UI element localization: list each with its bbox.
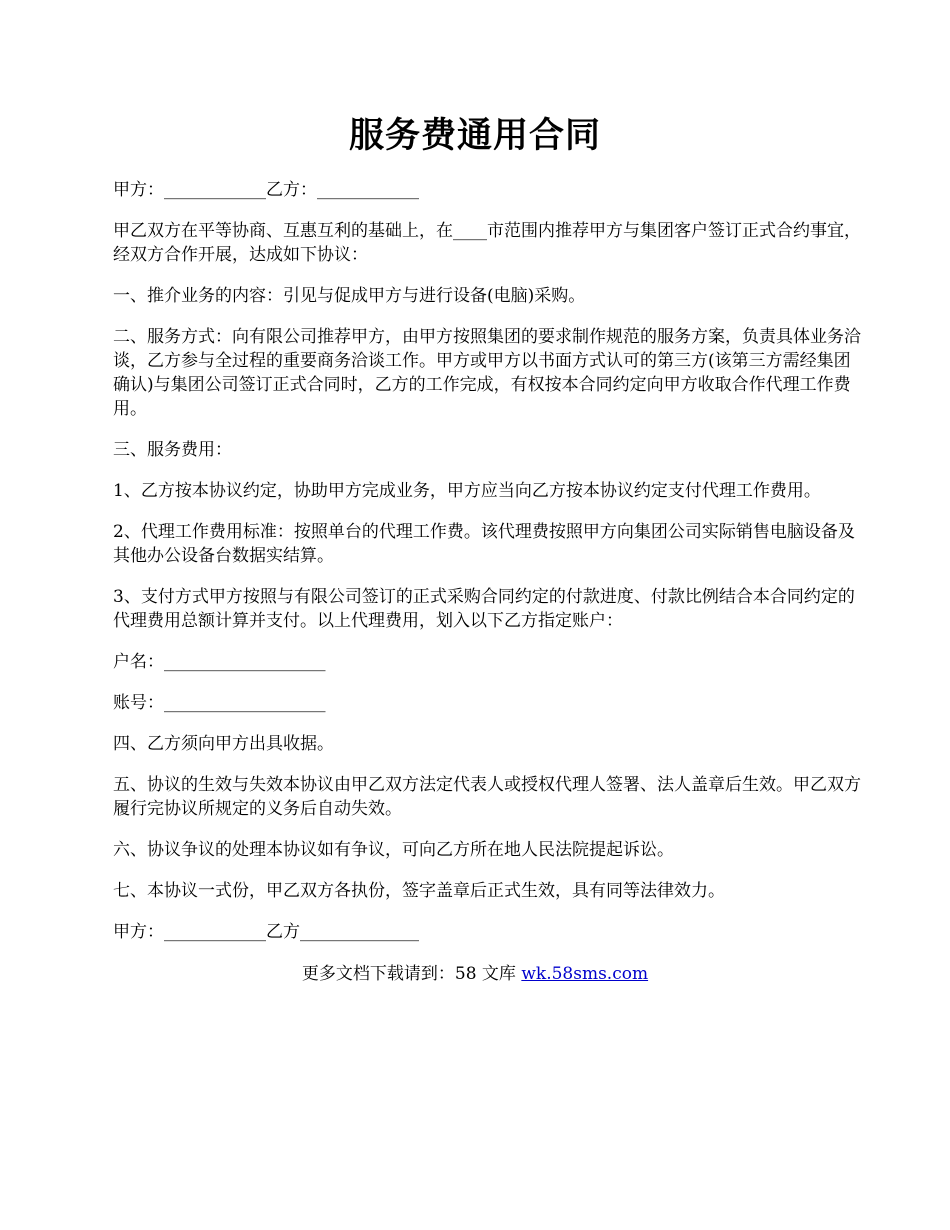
clause-2-service-method: 二、服务方式：向有限公司推荐甲方，由甲方按照集团的要求制作规范的服务方案，负责具体业务洽谈，乙方参与全过程的重要商务洽谈工作。甲方或甲方以书面方式认可的第三方(该第三方需经集团确认)与集团公司签订正式合同时，乙方的工作完成，有权按本合同约定向甲方收取合作代理工作费用。 (113, 327, 861, 419)
account-number-line: 账号：___________________ (113, 693, 326, 713)
clause-3-item-1: 1、乙方按本协议约定，协助甲方完成业务，甲方应当向乙方按本协议约定支付代理工作费用。 (113, 481, 821, 501)
download-footer (0, 962, 950, 986)
footer-text: 更多文档下载请到：58 文库 (301, 964, 522, 984)
clause-3-item-3: 3、支付方式甲方按照与有限公司签订的正式采购合同约定的付款进度、付款比例结合本合同约定的代理费用总额计算并支付。以上代理费用，划入以下乙方指定账户： (113, 587, 855, 631)
clause-5-validity: 五、协议的生效与失效本协议由甲乙双方法定代表人或授权代理人签署、法人盖章后生效。甲乙双方履行完协议所规定的义务后自动失效。 (113, 775, 861, 819)
clause-3-item-2: 2、代理工作费用标准：按照单台的代理工作费。该代理费按照甲方向集团公司实际销售电脑设备及其他办公设备台数据实结算。 (113, 522, 855, 566)
footer-link[interactable]: wk.58sms.com (521, 964, 649, 984)
account-name-line: 户名：___________________ (113, 652, 326, 672)
clause-1-business-content: 一、推介业务的内容：引见与促成甲方与进行设备(电脑)采购。 (113, 286, 586, 306)
document-title: 服务费通用合同 (348, 115, 601, 156)
clause-3-service-fees-heading: 三、服务费用： (113, 440, 232, 460)
party-line-top: 甲方：____________乙方：____________ (113, 180, 419, 200)
clause-6-disputes: 六、协议争议的处理本协议如有争议，可向乙方所在地人民法院提起诉讼。 (113, 840, 674, 860)
preamble-paragraph: 甲乙双方在平等协商、互惠互利的基础上，在____市范围内推荐甲方与集团客户签订正式合约事宜，经双方合作开展，达成如下协议： (113, 221, 861, 265)
clause-7-copies: 七、本协议一式份，甲乙双方各执份，签字盖章后正式生效，具有同等法律效力。 (113, 881, 725, 901)
party-line-bottom: 甲方：____________乙方______________ (113, 922, 419, 942)
document-body (113, 178, 863, 961)
clause-4-receipt: 四、乙方须向甲方出具收据。 (113, 734, 334, 754)
